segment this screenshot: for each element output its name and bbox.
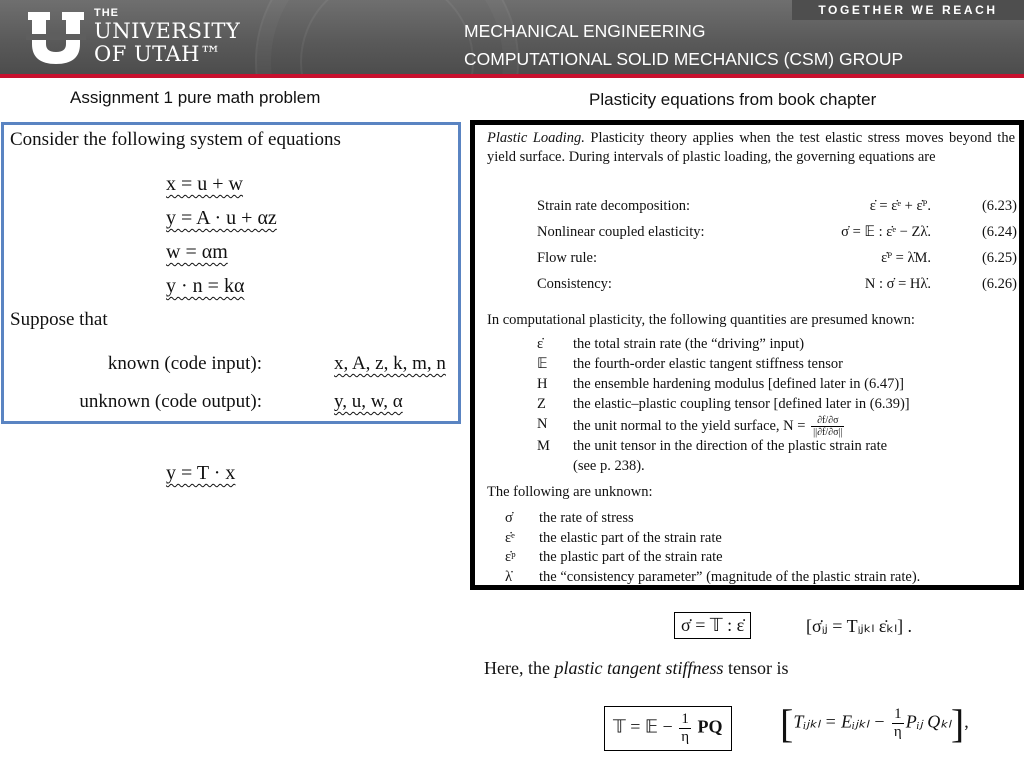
tangent-relation-boxed: σ̇ = 𝕋 : ε̇ [674, 612, 751, 639]
caption-right: Plasticity equations from book chapter [589, 90, 877, 109]
wordmark-the: THE [94, 7, 119, 19]
university-wordmark [94, 8, 240, 65]
known-description-continued: (see p. 238). [573, 458, 645, 474]
equation-label: Nonlinear coupled elasticity: [537, 224, 705, 240]
equation-row [475, 197, 1019, 217]
plastic-loading-text: Plasticity theory applies when the test elastic stress moves beyond the yield surface. During intervals of plastic loading, the governing equations are [487, 130, 1016, 165]
known-description: the total strain rate (the “driving” input) [573, 336, 805, 352]
right-bracket-icon: ] [950, 701, 965, 746]
known-description [573, 415, 846, 438]
known-description: the unit tensor in the direction of the plastic strain rate [573, 438, 888, 454]
known-label: known (code input): [107, 353, 262, 374]
caption-left: Assignment 1 pure math problem [70, 88, 321, 107]
equation-row [475, 223, 1019, 243]
linear-map-equation: y = T · x [166, 462, 236, 484]
known-symbol: N [537, 416, 548, 432]
department-line-1: MECHANICAL ENGINEERING [464, 21, 706, 41]
known-symbol: 𝔼 [537, 356, 548, 372]
equation-row [475, 249, 1019, 269]
left-bracket-icon: [ [780, 701, 794, 746]
unknown-description: the plastic part of the strain rate [539, 549, 723, 565]
unknown-description: the “consistency parameter” (magnitude of the plastic strain rate). [539, 569, 921, 585]
index-lhs: Tᵢⱼₖₗ = Eᵢⱼₖₗ − [793, 711, 886, 732]
tangent-lhs: 𝕋 = 𝔼 − [613, 716, 673, 737]
known-intro: In computational plasticity, the following quantities are presumed known: [487, 312, 915, 328]
known-description: the elastic–plastic coupling tensor [defined later in (6.39)] [573, 396, 910, 412]
plastic-tangent-boxed [604, 706, 732, 751]
equation-expression: N : σ̇ = Hλ̇. [864, 276, 931, 292]
equation-number: (6.23) [981, 198, 1017, 214]
known-symbol: Z [537, 396, 546, 412]
sentence-emphasis: plastic tangent stiffness [554, 658, 724, 678]
equation-number: (6.25) [981, 250, 1017, 266]
plastic-tangent-sentence [484, 658, 788, 679]
normal-fraction-denominator: ||∂f/∂σ|| [813, 427, 843, 438]
plastic-loading-title: Plastic Loading. [487, 130, 585, 146]
header-banner [0, 0, 1024, 78]
plasticity-excerpt-box [470, 120, 1024, 590]
plastic-tangent-index [780, 700, 969, 747]
plastic-loading-intro [487, 129, 1015, 167]
equation-expression: ε̇ᴾ = λ̇M. [881, 250, 931, 266]
equation-expression: ε̇ = ε̇ᵉ + ε̇ᴾ. [869, 198, 931, 214]
equation-expression: σ̇ = 𝔼 : ε̇ᵉ − Zλ̇. [841, 224, 931, 240]
index-fraction [892, 706, 904, 741]
university-seal-watermark-inner [300, 0, 474, 78]
equation-2: y = A · u + αz [166, 207, 277, 229]
equation-number: (6.24) [981, 224, 1017, 240]
problem-intro: Consider the following system of equations [10, 129, 341, 150]
tangent-fraction-numerator: 1 [679, 711, 691, 729]
unknown-symbol: ε̇ᵖ [505, 549, 516, 565]
normal-fraction-numerator: ∂f/∂σ [811, 415, 844, 427]
sentence-end: tensor is [723, 658, 789, 678]
unknown-description: the elastic part of the strain rate [539, 530, 722, 546]
equation-1: x = u + w [166, 173, 244, 195]
tangent-pq: PQ [697, 716, 723, 737]
normal-description: the unit normal to the yield surface, N = [573, 417, 806, 434]
index-fraction-denominator: η [893, 724, 902, 740]
math-problem-box [1, 122, 461, 424]
unknown-symbol: σ̇ [505, 510, 513, 526]
known-symbol: M [537, 438, 550, 454]
unknown-symbol: λ̇ [505, 569, 513, 585]
equation-label: Strain rate decomposition: [537, 198, 691, 214]
department-title [464, 17, 903, 73]
header-accent-line [0, 74, 1024, 78]
known-description: the fourth-order elastic tangent stiffness tensor [573, 356, 843, 372]
university-u-logo-icon [26, 10, 86, 66]
normal-fraction [811, 415, 844, 438]
suppose-text: Suppose that [10, 309, 108, 330]
unknown-variables: y, u, w, α [334, 391, 403, 412]
index-comma: , [964, 711, 969, 732]
equation-4: y · n = kα [166, 275, 245, 297]
known-symbol: H [537, 376, 548, 392]
department-line-2: COMPUTATIONAL SOLID MECHANICS (CSM) GROUP [464, 49, 904, 69]
index-fraction-numerator: 1 [892, 706, 904, 724]
known-variables: x, A, z, k, m, n [334, 353, 446, 374]
unknown-symbol: ε̇ᵉ [505, 530, 515, 546]
unknown-description: the rate of stress [539, 510, 634, 526]
known-description: the ensemble hardening modulus [defined later in (6.47)] [573, 376, 904, 392]
equation-row [475, 275, 1019, 295]
equation-3: w = αm [166, 241, 228, 263]
index-rhs: Pᵢⱼ Qₖₗ [905, 711, 951, 732]
tangent-relation-index: [σ̇ᵢⱼ = Tᵢⱼₖₗ ε̇ₖₗ] . [806, 616, 913, 636]
equation-number: (6.26) [981, 276, 1017, 292]
wordmark-of-utah: OF UTAH™ [94, 42, 222, 66]
known-symbol: ε̇ [537, 336, 544, 352]
sentence-start: Here, the [484, 658, 555, 678]
unknown-label: unknown (code output): [79, 391, 262, 412]
unknown-intro: The following are unknown: [487, 484, 653, 500]
tangent-fraction [679, 711, 691, 746]
tangent-fraction-denominator: η [681, 729, 690, 745]
equation-label: Flow rule: [537, 250, 598, 266]
wordmark-university: UNIVERSITY [94, 19, 241, 43]
tagline: TOGETHER WE REACH [792, 0, 1024, 20]
equation-label: Consistency: [537, 276, 612, 292]
